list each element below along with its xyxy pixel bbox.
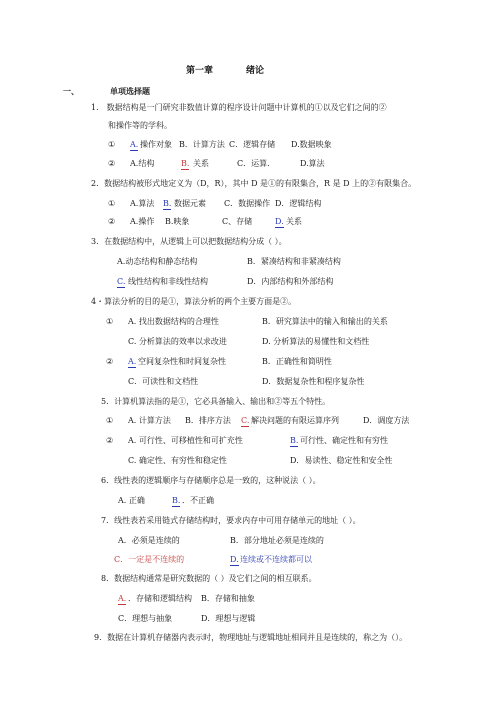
q1-r2-circle: ② [108,159,116,168]
q2-r2-opt-c: C、存储 [222,217,253,226]
q8-stem: 8．数据结构通常是研究数据的（ ）及它们之间的相互联系。 [101,574,317,583]
q2-answer-d: D. [275,217,284,226]
q2-opt-c: C．数据操作 [224,199,271,208]
q2-r2-opt-d: 关系 [286,217,302,226]
q1-opt-c: C．逻辑存储 [229,140,276,149]
q1-opt-b: B．计算方法 [179,140,225,149]
q5-opt-b: B．排序方法 [185,416,231,425]
q1-r2-opt-d: D.算法 [300,159,325,168]
q6-answer-b: B. [172,496,181,505]
q4-stem: 4・算法分析的目的是①，算法分析的两个主要方面是②。 [91,297,297,306]
q7-opt-d: 连续或不连续都可以 [240,555,312,564]
chapter-title: 绪论 [246,66,265,76]
q5-answer-c: C. [241,416,250,425]
q5-r2-opt-b: 可行性、确定性和有穷性 [300,436,388,445]
q4-opt-a: A. 找出数据结构的合理性 [128,317,219,326]
q1-r1-circle: ① [108,140,116,149]
q9-stem: 9．数据在计算机存储器内表示时，物理地址与逻辑地址相同并且是连续的，称之为（）。 [94,633,408,642]
q1-r2-opt-c: C．运算． [237,159,276,168]
q3-opt-d: D．内部结构和外部结构 [247,277,334,286]
q6-opt-a: A. 正确 [118,496,145,505]
q4-opt-d: D. 分析算法的易懂性和文档性 [262,337,370,346]
q7-opt-b: B．部分地址必须是连续的 [230,536,324,545]
q2-opt-a: A.算法 [130,199,155,208]
q8-opt-c: C．理想与抽象 [118,614,173,623]
q3-opt-c: 线性结构和非线性结构 [128,277,208,286]
q5-r3-opt-c: C. 确定性、有穷性和稳定性 [128,456,227,465]
chapter-number: 第一章 [186,66,214,76]
q5-answer-b: B. [290,436,299,445]
q8-answer-a: A. [118,594,127,603]
q4-answer-a: A. [128,357,137,366]
q7-stem: 7．线性表若采用链式存储结构时，要求内存中可用存储单元的地址（ ）。 [101,516,361,525]
q1-r2-opt-a: A.结构 [130,159,155,168]
q4-r3-circle: ② [106,357,114,366]
q4-r1-circle: ① [106,317,114,326]
q1-r2-opt-b: 关系 [193,159,209,168]
q4-opt-b: B．研究算法中的输入和输出的关系 [262,317,388,326]
q7-answer-d: D. [230,555,239,564]
q6-opt-b: ．不正确 [182,496,214,505]
q1-opt-d: D.数据映象 [291,140,332,149]
q1-answer-b: B. [181,159,190,168]
q5-opt-d: D．调度方法 [363,416,410,425]
q3-stem: 3．在数据结构中，从逻辑上可以把数据结构分成（ ）。 [91,237,287,246]
q5-opt-c: 解决问题的有限运算序列 [251,416,339,425]
q1-stem-line1: 1． 数据结构是一门研究非数值计算的程序设计问题中计算机的①以及它们之间的② [91,103,387,112]
q5-stem: 5．计算机算法指的是①，它必具备输入、输出和②等五个特性。 [101,397,331,406]
q4-opt-c: C. 分析算法的效率以求改进 [128,337,227,346]
q8-opt-d: D．理想与逻辑 [201,614,256,623]
q3-opt-a: A.动态结构和静态结构 [117,257,198,266]
q7-opt-c: C．一定是不连续的 [114,555,185,564]
q4-r3-opt-b: B．正确性和简明性 [262,357,332,366]
q5-r2-circle: ② [106,436,114,445]
q4-r4-opt-d: D．数据复杂性和程序复杂性 [262,377,365,386]
q5-opt-a: A. 计算方法 [128,416,171,425]
q4-r4-opt-c: C．可读性和文档性 [128,377,199,386]
q5-r3-opt-d: D．易读性、稳定性和安全性 [290,456,393,465]
q2-opt-b: 数据元素 [174,199,206,208]
q2-r1-circle: ① [108,199,116,208]
q5-r2-opt-a: A. 可行性、可移植性和可扩充性 [128,436,243,445]
q1-opt-a: 操作对象 [140,140,172,149]
q2-r2-circle: ② [108,217,116,226]
q2-r2-opt-a: A.操作 [130,217,155,226]
q3-answer-c: C. [117,277,126,286]
q1-stem-line2: 和操作等的学科。 [108,121,172,130]
q1-answer-a: A. [130,140,139,149]
q2-r2-opt-b: B.映象 [165,217,190,226]
q3-opt-b: B．紧凑结构和非紧凑结构 [247,257,341,266]
q8-opt-a: ．存储和逻辑结构 [128,594,192,603]
section-title: 单项选择题 [110,86,150,96]
q2-answer-b: B. [163,199,172,208]
q7-opt-a: A．必须是连续的 [118,536,180,545]
q8-opt-b: B．存储和抽象 [201,594,255,603]
q6-stem: 6．线性表的逻辑顺序与存储顺序总是一致的，这种说法（ ）。 [101,476,321,485]
q5-r1-circle: ① [106,416,114,425]
q4-r3-opt-a: 空间复杂性和时间复杂性 [138,357,226,366]
q2-opt-d: D．逻辑结构 [275,199,322,208]
section-number: 一、 [63,86,79,96]
q2-stem: 2．数据结构被形式地定义为（D，R），其中 D 是①的有限集合，R 是 D 上的②有限集合。 [91,179,417,188]
